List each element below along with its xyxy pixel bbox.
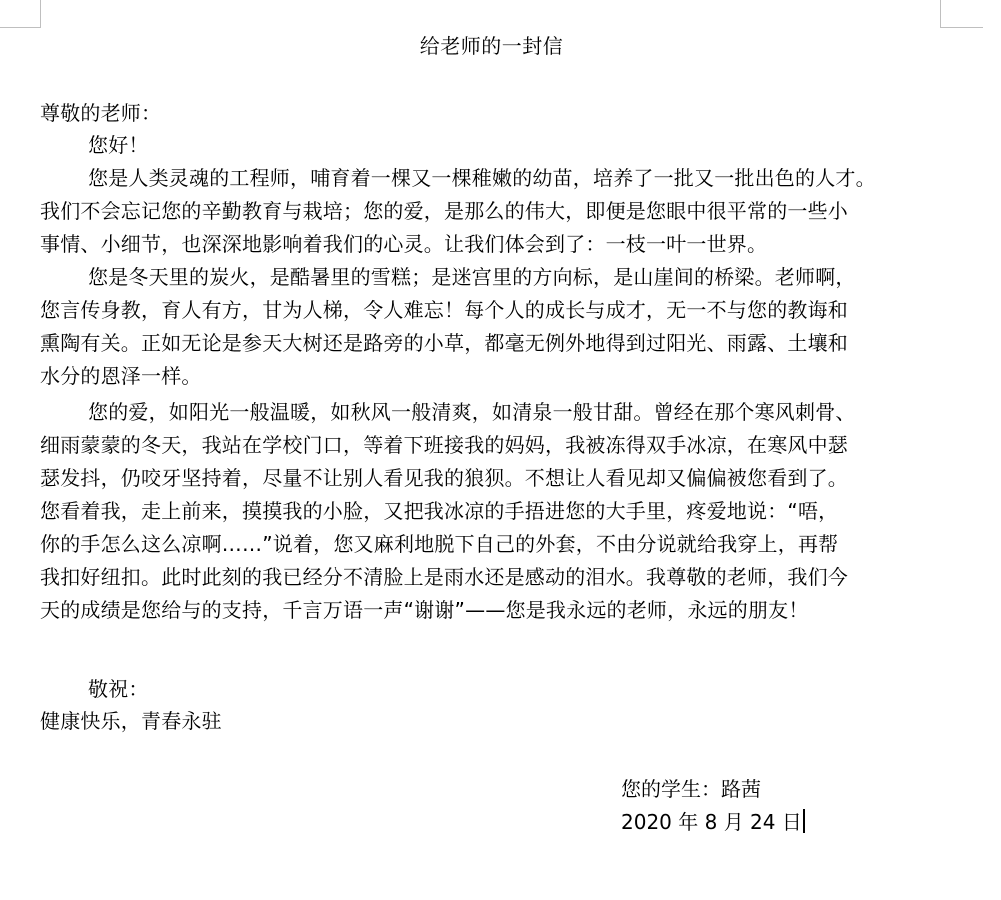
letter-title: 给老师的一封信 <box>419 34 564 58</box>
paragraph-line: 熏陶有关。正如无论是参天大树还是路旁的小草，都毫无例外地得到过阳光、雨露、土壤和 <box>40 331 848 355</box>
paragraph-line: 我们不会忘记您的辛勤教育与栽培；您的爱，是那么的伟大，即便是您眼中很平常的一些小 <box>40 199 848 223</box>
letter-wish: 健康快乐，青春永驻 <box>40 709 222 733</box>
page-corner-mark-top-left <box>0 0 41 28</box>
paragraph-line: 您言传身教，育人有方，甘为人梯，令人难忘！每个人的成长与成才，无一不与您的教诲和 <box>40 298 848 322</box>
letter-date-line[interactable] <box>621 806 805 839</box>
letter-paragraph-1 <box>40 162 945 261</box>
letter-closing: 敬祝： <box>88 677 149 701</box>
page-corner-mark-top-right <box>940 0 983 28</box>
paragraph-line: 事情、小细节，也深深地影响着我们的心灵。让我们体会到了：一枝一叶一世界。 <box>40 232 768 256</box>
paragraph-line: 您看着我，走上前来，摸摸我的小脸，又把我冰凉的手捂进您的大手里，疼爱地说：“唔， <box>40 499 839 523</box>
paragraph-line: 细雨蒙蒙的冬天，我站在学校门口，等着下班接我的妈妈，我被冻得双手冰凉，在寒风中瑟 <box>40 433 848 457</box>
paragraph-line: 您的爱，如阳光一般温暖，如秋风一般清爽，如清泉一般甘甜。曾经在那个寒风刺骨、 <box>88 400 856 424</box>
paragraph-line: 天的成绩是您给与的支持，千言万语一声“谢谢”——您是我永远的老师，永远的朋友！ <box>40 598 809 622</box>
paragraph-line: 我扣好纽扣。此时此刻的我已经分不清脸上是雨水还是感动的泪水。我尊敬的老师，我们今 <box>40 565 848 589</box>
letter-date: 2020 年 8 月 24 日 <box>621 810 802 834</box>
letter-salutation: 尊敬的老师： <box>40 101 162 125</box>
paragraph-line: 您是人类灵魂的工程师，哺育着一棵又一棵稚嫩的幼苗，培养了一批又一批出色的人才。 <box>88 166 876 190</box>
text-cursor <box>803 809 805 833</box>
letter-paragraph-3 <box>40 396 945 627</box>
paragraph-line: 水分的恩泽一样。 <box>40 364 202 388</box>
paragraph-line: 您是冬天里的炭火，是酷暑里的雪糕；是迷宫里的方向标，是山崖间的桥梁。老师啊， <box>88 265 856 289</box>
paragraph-line: 瑟发抖，仍咬牙坚持着，尽量不让别人看见我的狼狈。不想让人看见却又偏偏被您看到了。 <box>40 466 848 490</box>
letter-signature: 您的学生：路茜 <box>621 777 761 801</box>
paragraph-line: 你的手怎么这么凉啊……”说着，您又麻利地脱下自己的外套，不由分说就给我穿上，再帮 <box>40 532 839 556</box>
letter-greeting: 您好！ <box>88 133 149 157</box>
letter-paragraph-2 <box>40 261 945 393</box>
